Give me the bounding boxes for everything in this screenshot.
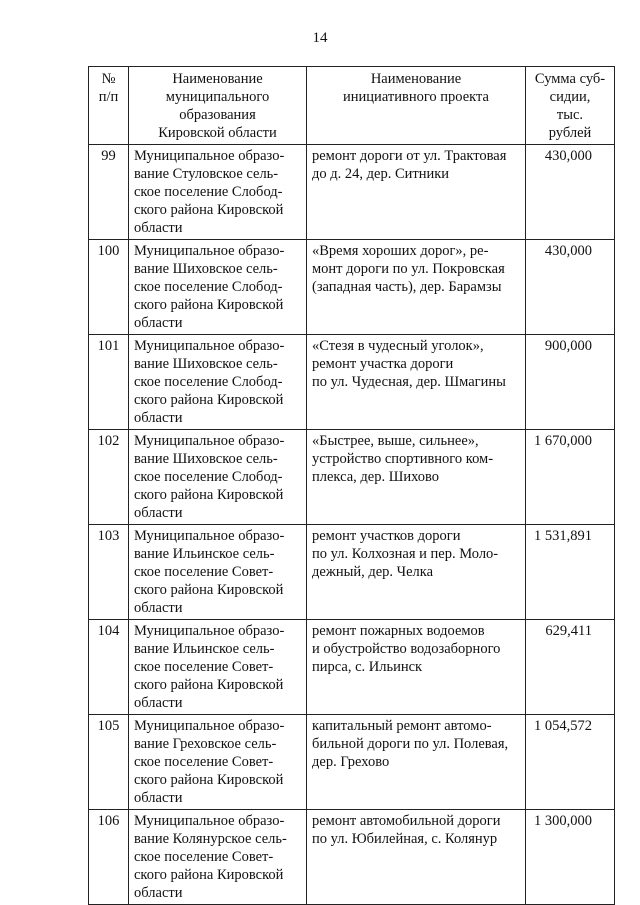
row-municipality: Муниципальное образо- вание Шиховское сель- ское поселение Слобод- ского района Кировской области (129, 240, 307, 335)
row-sum: 629,411 (526, 620, 615, 715)
row-municipality: Муниципальное образо- вание Ильинское сель- ское поселение Совет- ского района Кировской области (129, 620, 307, 715)
table-row (89, 810, 615, 905)
table-row (89, 240, 615, 335)
row-municipality: Муниципальное образо- вание Шиховское сель- ское поселение Слобод- ского района Кировской области (129, 335, 307, 430)
row-number: 105 (89, 715, 129, 810)
row-project: «Быстрее, выше, сильнее», устройство спортивного ком- плекса, дер. Шихово (307, 430, 526, 525)
row-project: ремонт пожарных водоемов и обустройство водозаборного пирса, с. Ильинск (307, 620, 526, 715)
header-project: Наименование инициативного проекта (307, 67, 526, 145)
row-project: «Время хороших дорог», ре- монт дороги по ул. Покровская (западная часть), дер. Барамзы (307, 240, 526, 335)
row-sum: 430,000 (526, 240, 615, 335)
row-number: 101 (89, 335, 129, 430)
row-sum: 430,000 (526, 145, 615, 240)
row-number: 99 (89, 145, 129, 240)
row-project: ремонт участков дороги по ул. Колхозная и пер. Моло- дежный, дер. Челка (307, 525, 526, 620)
row-sum: 1 300,000 (526, 810, 615, 905)
row-project: ремонт дороги от ул. Трактовая до д. 24, дер. Ситники (307, 145, 526, 240)
row-municipality: Муниципальное образо- вание Колянурское сель- ское поселение Совет- ского района Кировской области (129, 810, 307, 905)
table-row (89, 145, 615, 240)
table-header-row (89, 67, 615, 145)
row-number: 106 (89, 810, 129, 905)
row-number: 100 (89, 240, 129, 335)
row-sum: 1 531,891 (526, 525, 615, 620)
table-row (89, 525, 615, 620)
row-project: капитальный ремонт автомо- бильной дороги по ул. Полевая, дер. Грехово (307, 715, 526, 810)
row-municipality: Муниципальное образо- вание Шиховское сель- ское поселение Слобод- ского района Кировской области (129, 430, 307, 525)
row-number: 102 (89, 430, 129, 525)
table-row (89, 620, 615, 715)
page-number: 14 (312, 30, 328, 46)
row-project: ремонт автомобильной дороги по ул. Юбилейная, с. Колянур (307, 810, 526, 905)
row-municipality: Муниципальное образо- вание Греховское сель- ское поселение Совет- ского района Кировской области (129, 715, 307, 810)
header-municipality: Наименование муниципального образования Кировской области (129, 67, 307, 145)
row-municipality: Муниципальное образо- вание Стуловское сель- ское поселение Слобод- ского района Кировской области (129, 145, 307, 240)
table-row (89, 430, 615, 525)
row-sum: 1 670,000 (526, 430, 615, 525)
row-number: 103 (89, 525, 129, 620)
row-sum: 900,000 (526, 335, 615, 430)
table-row (89, 715, 615, 810)
row-number: 104 (89, 620, 129, 715)
row-municipality: Муниципальное образо- вание Ильинское сель- ское поселение Совет- ского района Кировской области (129, 525, 307, 620)
row-sum: 1 054,572 (526, 715, 615, 810)
table-row (89, 335, 615, 430)
subsidy-table (88, 66, 615, 905)
header-number: № п/п (89, 67, 129, 145)
header-sum: Сумма суб- сидии, тыс. рублей (526, 67, 615, 145)
row-project: «Стезя в чудесный уголок», ремонт участка дороги по ул. Чудесная, дер. Шмагины (307, 335, 526, 430)
